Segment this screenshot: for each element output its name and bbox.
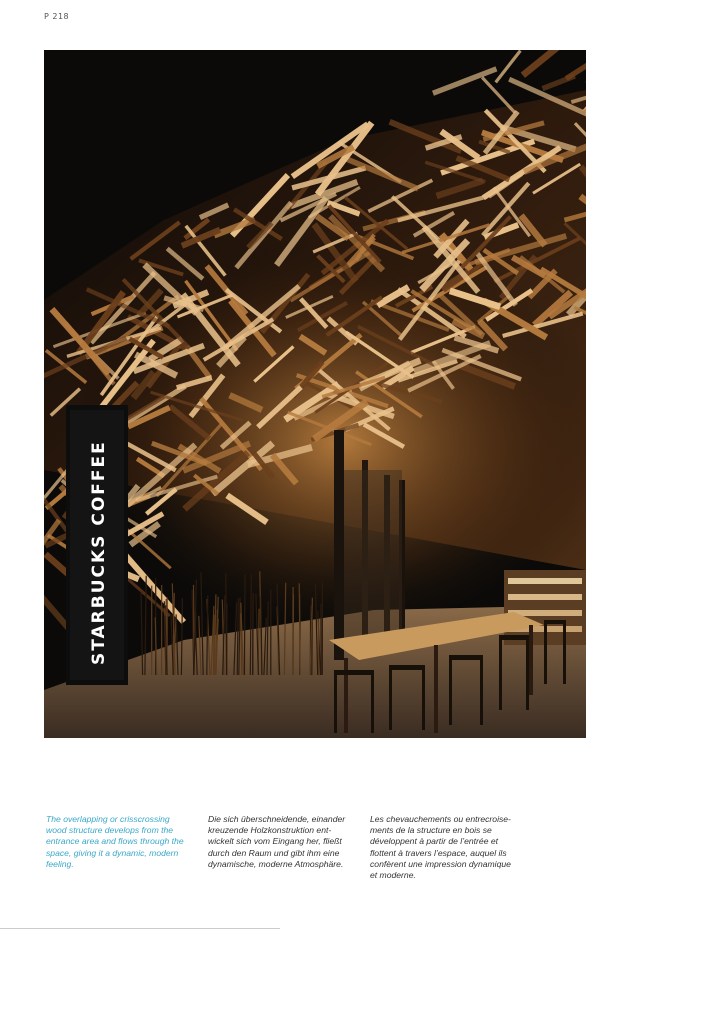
reed — [214, 615, 215, 675]
interior-photo — [44, 50, 586, 738]
starbucks-sign — [66, 405, 128, 685]
sign-label: STARBUCKS COFFEE — [89, 440, 109, 665]
caption-english: The overlapping or crisscrossing wood structure develops from the entrance area and flows through the space, giving it a dynamic, modern feeling. — [46, 814, 184, 869]
caption-german: Die sich überschneidende, einander kreuzende Holzkonstruktion ent- wickelt sich vom Eingang her, fließt durch den Raum und gibt ihm eine dynamische, moderne Atmosphäre. — [208, 814, 346, 869]
reed — [226, 573, 227, 675]
reed — [244, 575, 245, 676]
caption-french: Les chevauchements ou entrecroise- ments de la structure en bois se développent à partir de l’entrée et flottent à travers l’espace, auquel ils confèrent une impression dynamique et moderne. — [370, 814, 511, 881]
photo-illustration — [44, 50, 586, 738]
footer-rule — [0, 928, 280, 929]
page-number: P 218 — [44, 12, 70, 21]
